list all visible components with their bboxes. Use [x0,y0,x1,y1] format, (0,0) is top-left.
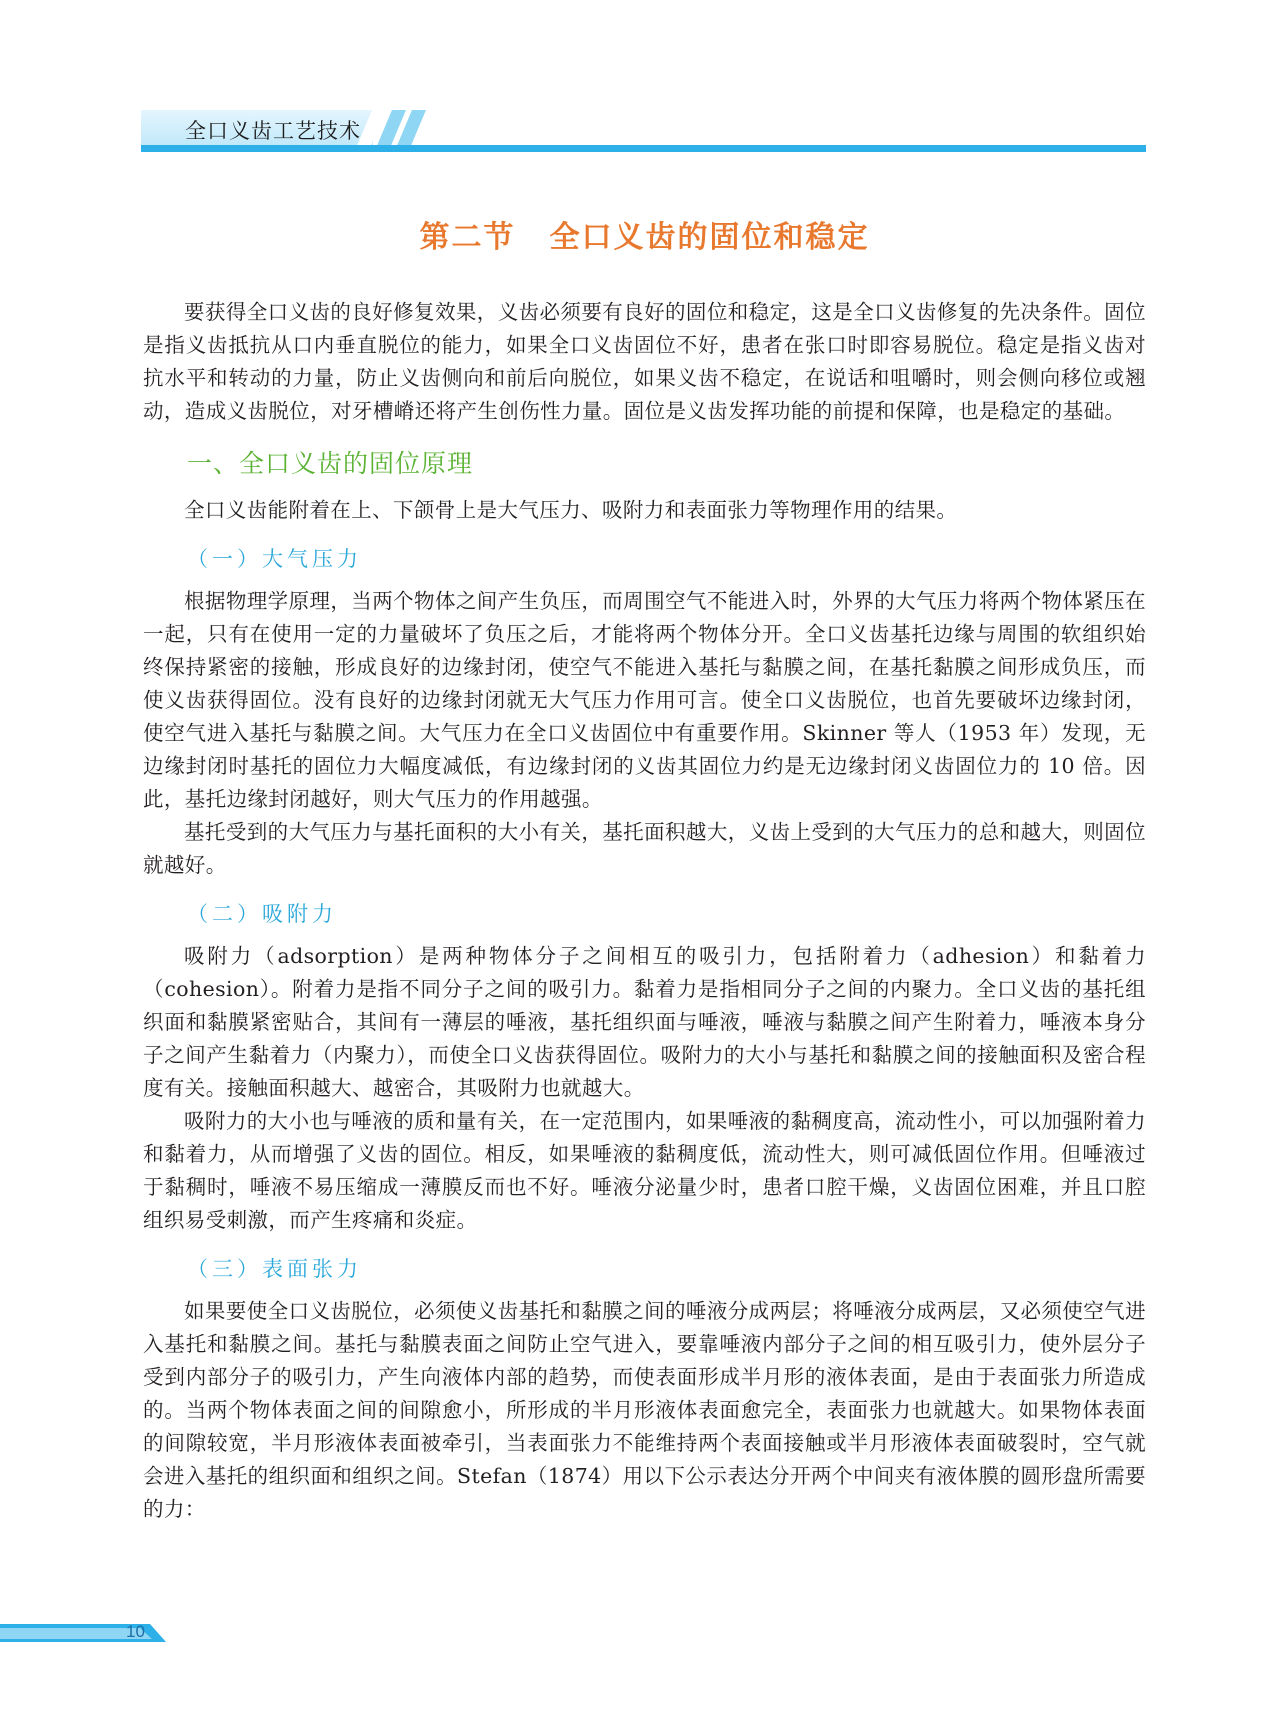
header-stripes-decoration [356,110,436,148]
surface-tension-paragraph: 如果要使全口义齿脱位，必须使义齿基托和黏膜之间的唾液分成两层；将唾液分成两层，又必须使空气进入基托和黏膜之间。基托与黏膜表面之间防止空气进入，要靠唾液内部分子之间的相互吸引力，使外层分子受到内部分子的吸引力，产生向液体内部的趋势，而使表面形成半月形的液体表面，是由于表面张力所造成的。当两个物体表面之间的间隙愈小，所形成的半月形液体表面愈完全，表面张力也就越大。如果物体表面的间隙较宽，半月形液体表面被牵引，当表面张力不能维持两个表面接触或半月形液体表面破裂时，空气就会进入基托的组织面和组织之间。Stefan（1874）用以下公示表达分开两个中间夹有液体膜的圆形盘所需要的力： [143,1299,1146,1521]
atmospheric-paragraph-2: 基托受到的大气压力与基托面积的大小有关，基托面积越大，义齿上受到的大气压力的总和越大，则固位就越好。 [143,820,1146,877]
header-rule [141,145,1146,152]
page-number-tab [0,1622,170,1644]
adsorption-paragraph-1: 吸附力（adsorption）是两种物体分子之间相互的吸引力，包括附着力（adhesion）和黏着力（cohesion）。附着力是指不同分子之间的吸引力。黏着力是指相同分子之间的内聚力。全口义齿的基托组织面和黏膜紧密贴合，其间有一薄层的唾液，基托组织面与唾液，唾液与黏膜之间产生附着力，唾液本身分子之间产生黏着力（内聚力），而使全口义齿获得固位。吸附力的大小与基托和黏膜之间的接触面积及密合程度有关。接触面积越大、越密合，其吸附力也就越大。 [143,944,1146,1100]
subheading-adsorption: （二）吸附力 [187,902,337,926]
page-content [143,200,1146,1526]
atmospheric-paragraph-1: 根据物理学原理，当两个物体之间产生负压，而周围空气不能进入时，外界的大气压力将两个物体紧压在一起，只有在使用一定的力量破坏了负压之后，才能将两个物体分开。全口义齿基托边缘与周围的软组织始终保持紧密的接触，形成良好的边缘封闭，使空气不能进入基托与黏膜之间，在基托黏膜之间形成负压，而使义齿获得固位。没有良好的边缘封闭就无大气压力作用可言。使全口义齿脱位，也首先要破坏边缘封闭，使空气进入基托与黏膜之间。大气压力在全口义齿固位中有重要作用。Skinner 等人（1953 年）发现，无边缘封闭时基托的固位力大幅度减低，有边缘封闭的义齿其固位力约是无边缘封闭义齿固位力的 10 倍。因此，基托边缘封闭越好，则大气压力的作用越强。 [143,589,1146,811]
page-number: 10 [126,1622,145,1641]
adsorption-paragraph-2: 吸附力的大小也与唾液的质和量有关，在一定范围内，如果唾液的黏稠度高，流动性小，可以加强附着力和黏着力，从而增强了义齿的固位。相反，如果唾液的黏稠度低，流动性大，则可减低固位作用。但唾液过于黏稠时，唾液不易压缩成一薄膜反而也不好。唾液分泌量少时，患者口腔干燥，义齿固位困难，并且口腔组织易受刺激，而产生疼痛和炎症。 [143,1109,1146,1232]
intro-paragraph: 要获得全口义齿的良好修复效果，义齿必须要有良好的固位和稳定，这是全口义齿修复的先决条件。固位是指义齿抵抗从口内垂直脱位的能力，如果全口义齿固位不好，患者在张口时即容易脱位。稳定是指义齿对抗水平和转动的力量，防止义齿侧向和前后向脱位，如果义齿不稳定，在说话和咀嚼时，则会侧向移位或翘动，造成义齿脱位，对牙槽嵴还将产生创伤性力量。固位是义齿发挥功能的前提和保障，也是稳定的基础。 [143,300,1146,423]
running-header [141,108,1146,152]
subheading-surface-tension: （三）表面张力 [187,1257,362,1281]
heading-retention-principle: 一、全口义齿的固位原理 [187,449,474,478]
section-name: 全口义齿的固位和稳定 [549,220,870,255]
section-number: 第二节 [419,220,516,255]
subheading-atmospheric-pressure: （一）大气压力 [187,547,362,571]
section-title [143,212,1146,256]
heading1-paragraph: 全口义齿能附着在上、下颌骨上是大气压力、吸附力和表面张力等物理作用的结果。 [184,498,958,522]
book-title: 全口义齿工艺技术 [185,119,361,143]
